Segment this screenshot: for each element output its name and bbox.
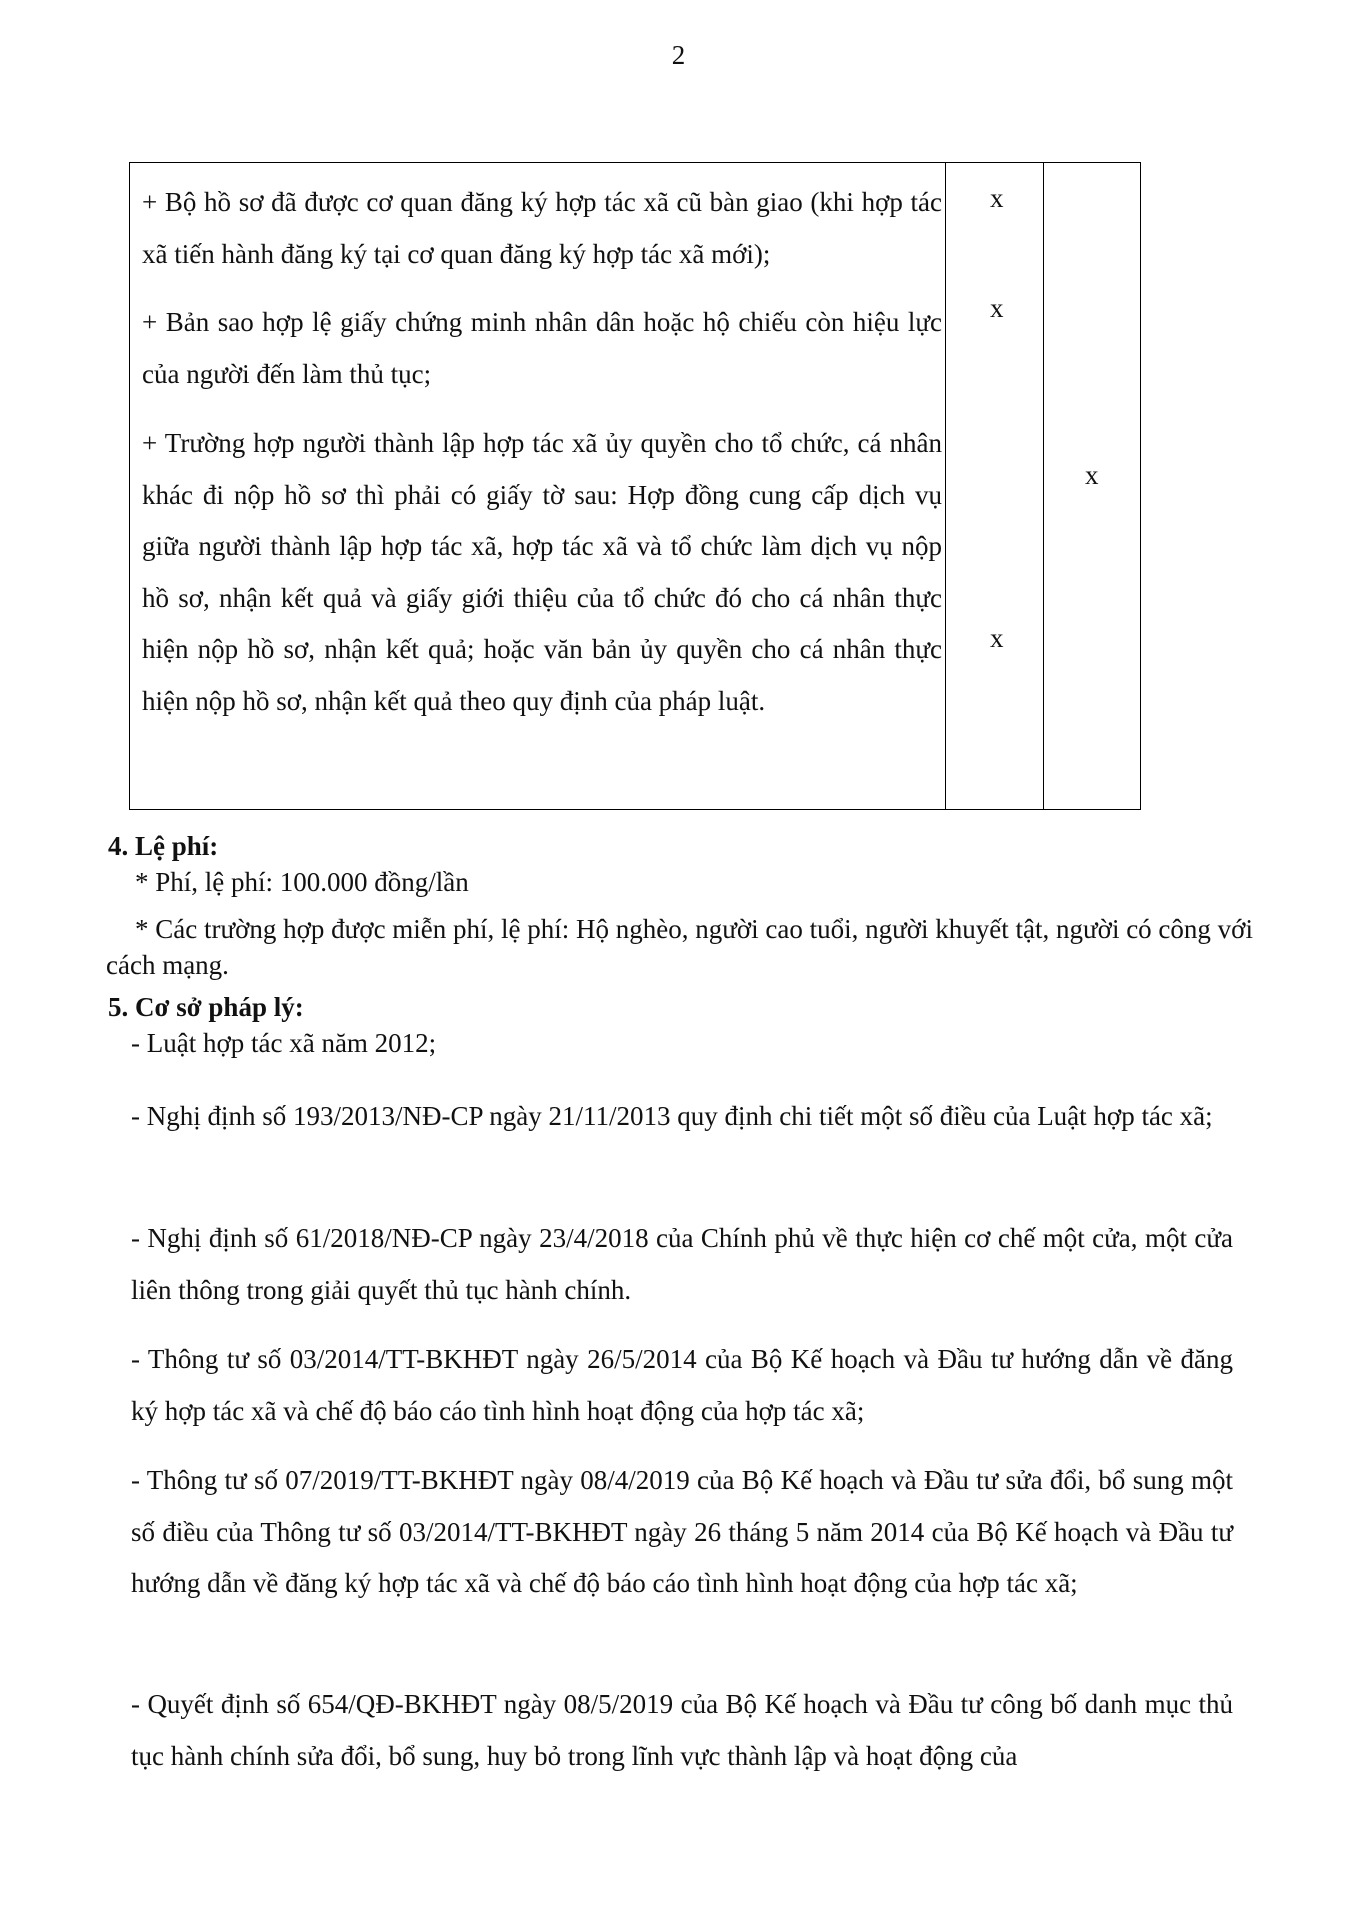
page-number: 2 [671,40,686,70]
requirements-table [129,162,1141,810]
table-row-mark: x [990,623,1004,653]
legal-item: - Quyết định số 654/QĐ-BKHĐT ngày 08/5/2019 của Bộ Kế hoạch và Đầu tư công bố danh mục thủ tục hành chính sửa đổi, bổ sung, huy bỏ trong lĩnh vực thành lập và hoạt động của [131,1689,1233,1771]
legal-item: - Thông tư số 03/2014/TT-BKHĐT ngày 26/5/2014 của Bộ Kế hoạch và Đầu tư hướng dẫn về đăng ký hợp tác xã và chế độ báo cáo tình hình hoạt động của hợp tác xã; [131,1344,1233,1426]
table-row-text: + Bộ hồ sơ đã được cơ quan đăng ký hợp tác xã cũ bàn giao (khi hợp tác xã tiến hành đăng ký tại cơ quan đăng ký hợp tác xã mới); [142,187,942,269]
table-row-mark: x [1085,460,1099,490]
table-row-mark: x [990,293,1004,323]
table-row-text: + Trường hợp người thành lập hợp tác xã ủy quyền cho tổ chức, cá nhân khác đi nộp hồ sơ thì phải có giấy tờ sau: Hợp đồng cung cấp dịch vụ giữa người thành lập hợp tác xã, hợp tác xã và tổ chức làm dịch vụ nộp hồ sơ, nhận kết quả và giấy giới thiệu của tổ chức đó cho cá nhân thực hiện nộp hồ sơ, nhận kết quả; hoặc văn bản ủy quyền cho cá nhân thực hiện nộp hồ sơ, nhận kết quả theo quy định của pháp luật. [142,428,942,716]
table-column-divider [945,163,946,809]
legal-item: - Luật hợp tác xã năm 2012; [131,1028,437,1058]
legal-heading: 5. Cơ sở pháp lý: [108,992,304,1022]
fee-item: * Phí, lệ phí: 100.000 đồng/lần [135,867,469,897]
fee-item: * Các trường hợp được miễn phí, lệ phí: Hộ nghèo, người cao tuổi, người khuyết tật, người có công với cách mạng. [106,914,1253,980]
fee-heading: 4. Lệ phí: [108,831,219,861]
table-column-divider [1043,163,1044,809]
table-row-text: + Bản sao hợp lệ giấy chứng minh nhân dân hoặc hộ chiếu còn hiệu lực của người đến làm thủ tục; [142,307,942,389]
legal-item: - Nghị định số 61/2018/NĐ-CP ngày 23/4/2018 của Chính phủ về thực hiện cơ chế một cửa, một cửa liên thông trong giải quyết thủ tục hành chính. [131,1223,1233,1305]
table-row-mark: x [990,183,1004,213]
legal-item: - Nghị định số 193/2013/NĐ-CP ngày 21/11/2013 quy định chi tiết một số điều của Luật hợp tác xã; [131,1101,1213,1131]
legal-item: - Thông tư số 07/2019/TT-BKHĐT ngày 08/4/2019 của Bộ Kế hoạch và Đầu tư sửa đổi, bổ sung một số điều của Thông tư số 03/2014/TT-BKHĐT ngày 26 tháng 5 năm 2014 của Bộ Kế hoạch và Đầu tư hướng dẫn về đăng ký hợp tác xã và chế độ báo cáo tình hình hoạt động của hợp tác xã; [131,1465,1233,1598]
